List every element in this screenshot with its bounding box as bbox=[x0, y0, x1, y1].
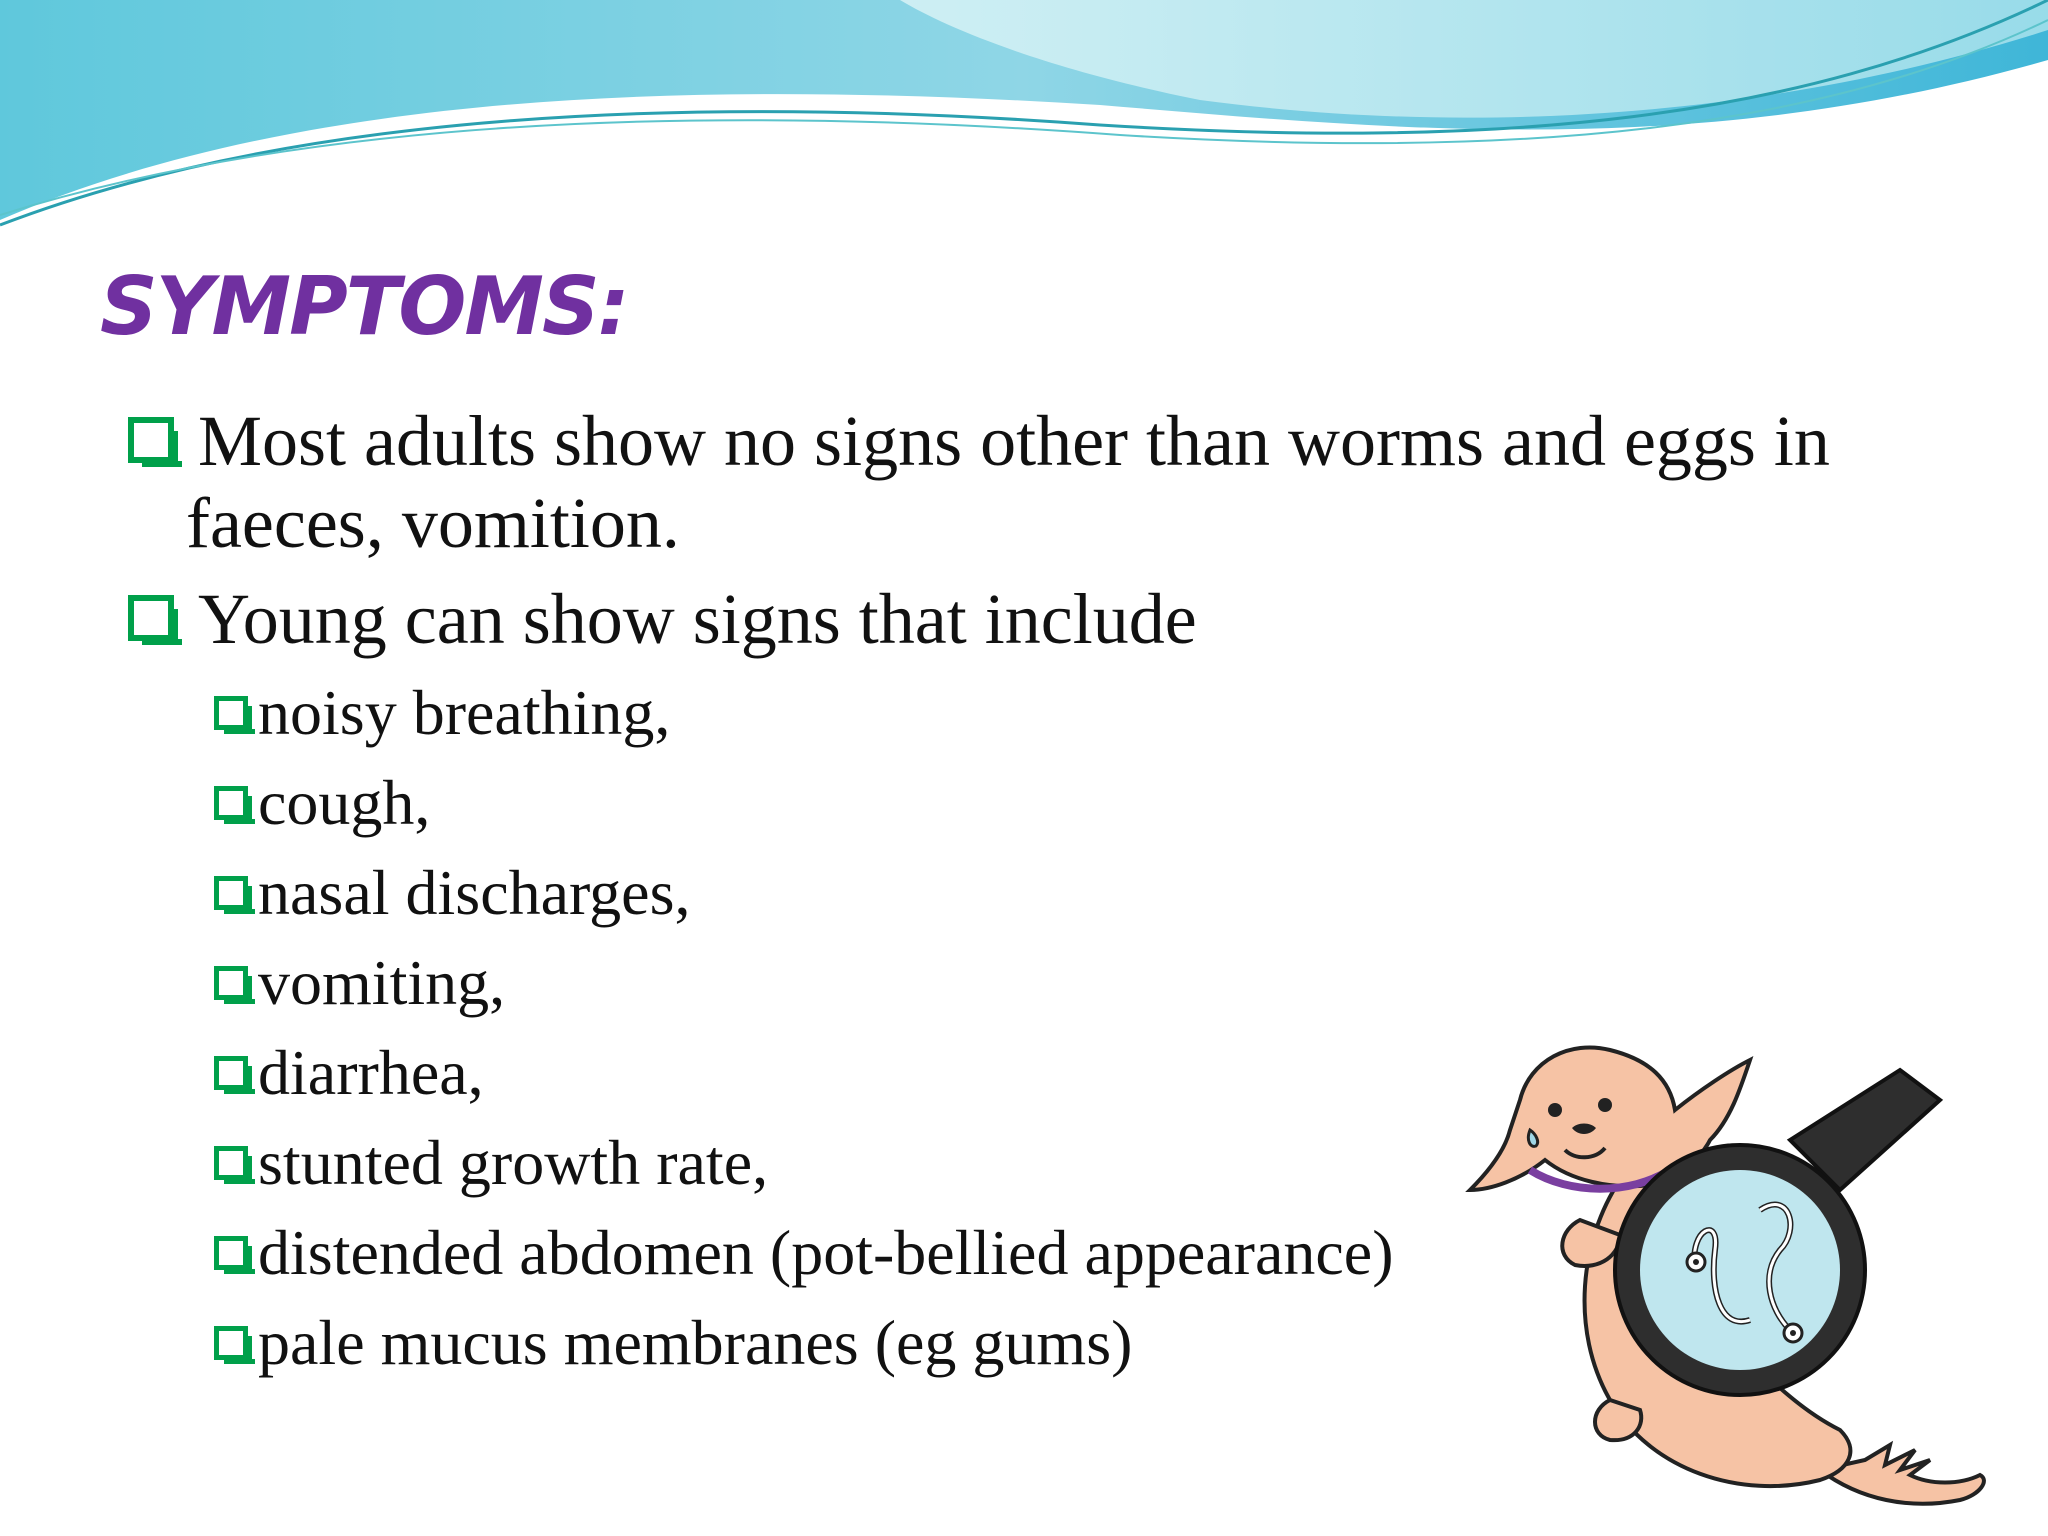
bullet-item bbox=[128, 400, 1928, 564]
sub-bullet-text: vomiting, bbox=[258, 947, 506, 1018]
sub-bullet-item bbox=[214, 858, 1514, 928]
checkbox-square-icon bbox=[214, 966, 248, 1000]
dog-with-magnifier-worms-illustration bbox=[1460, 1030, 2020, 1530]
sub-bullet-item bbox=[214, 1218, 1514, 1288]
sub-bullet-text: distended abdomen (pot-bellied appearance) bbox=[258, 1217, 1394, 1288]
sub-bullet-text: pale mucus membranes (eg gums) bbox=[258, 1307, 1133, 1378]
checkbox-square-icon bbox=[214, 1236, 248, 1270]
sub-bullet-text: stunted growth rate, bbox=[258, 1127, 769, 1198]
bullet-text-continued: faeces, vomition. bbox=[186, 483, 680, 563]
header-wave-decoration bbox=[0, 0, 2048, 240]
sub-bullet-text: nasal discharges, bbox=[258, 857, 691, 928]
checkbox-square-icon bbox=[128, 595, 174, 641]
sub-bullet-item bbox=[214, 768, 1514, 838]
sub-bullet-item bbox=[214, 1308, 1514, 1378]
sub-bullet-item bbox=[214, 1128, 1514, 1198]
sub-bullet-text: cough, bbox=[258, 767, 431, 838]
sub-bullet-text: noisy breathing, bbox=[258, 677, 671, 748]
sub-bullet-text: diarrhea, bbox=[258, 1037, 484, 1108]
checkbox-square-icon bbox=[214, 1326, 248, 1360]
sub-bullet-item bbox=[214, 678, 1514, 748]
checkbox-square-icon bbox=[214, 876, 248, 910]
checkbox-square-icon bbox=[214, 696, 248, 730]
bullet-item bbox=[128, 578, 1928, 660]
checkbox-square-icon bbox=[128, 417, 174, 463]
checkbox-square-icon bbox=[214, 786, 248, 820]
checkbox-square-icon bbox=[214, 1146, 248, 1180]
checkbox-square-icon bbox=[214, 1056, 248, 1090]
sub-bullet-item bbox=[214, 948, 1514, 1018]
bullet-text: Most adults show no signs other than worms and eggs in bbox=[198, 401, 1830, 481]
bullet-text: Young can show signs that include bbox=[198, 579, 1197, 659]
slide-title: SYMPTOMS: bbox=[100, 260, 628, 353]
sub-bullet-item bbox=[214, 1038, 1514, 1108]
